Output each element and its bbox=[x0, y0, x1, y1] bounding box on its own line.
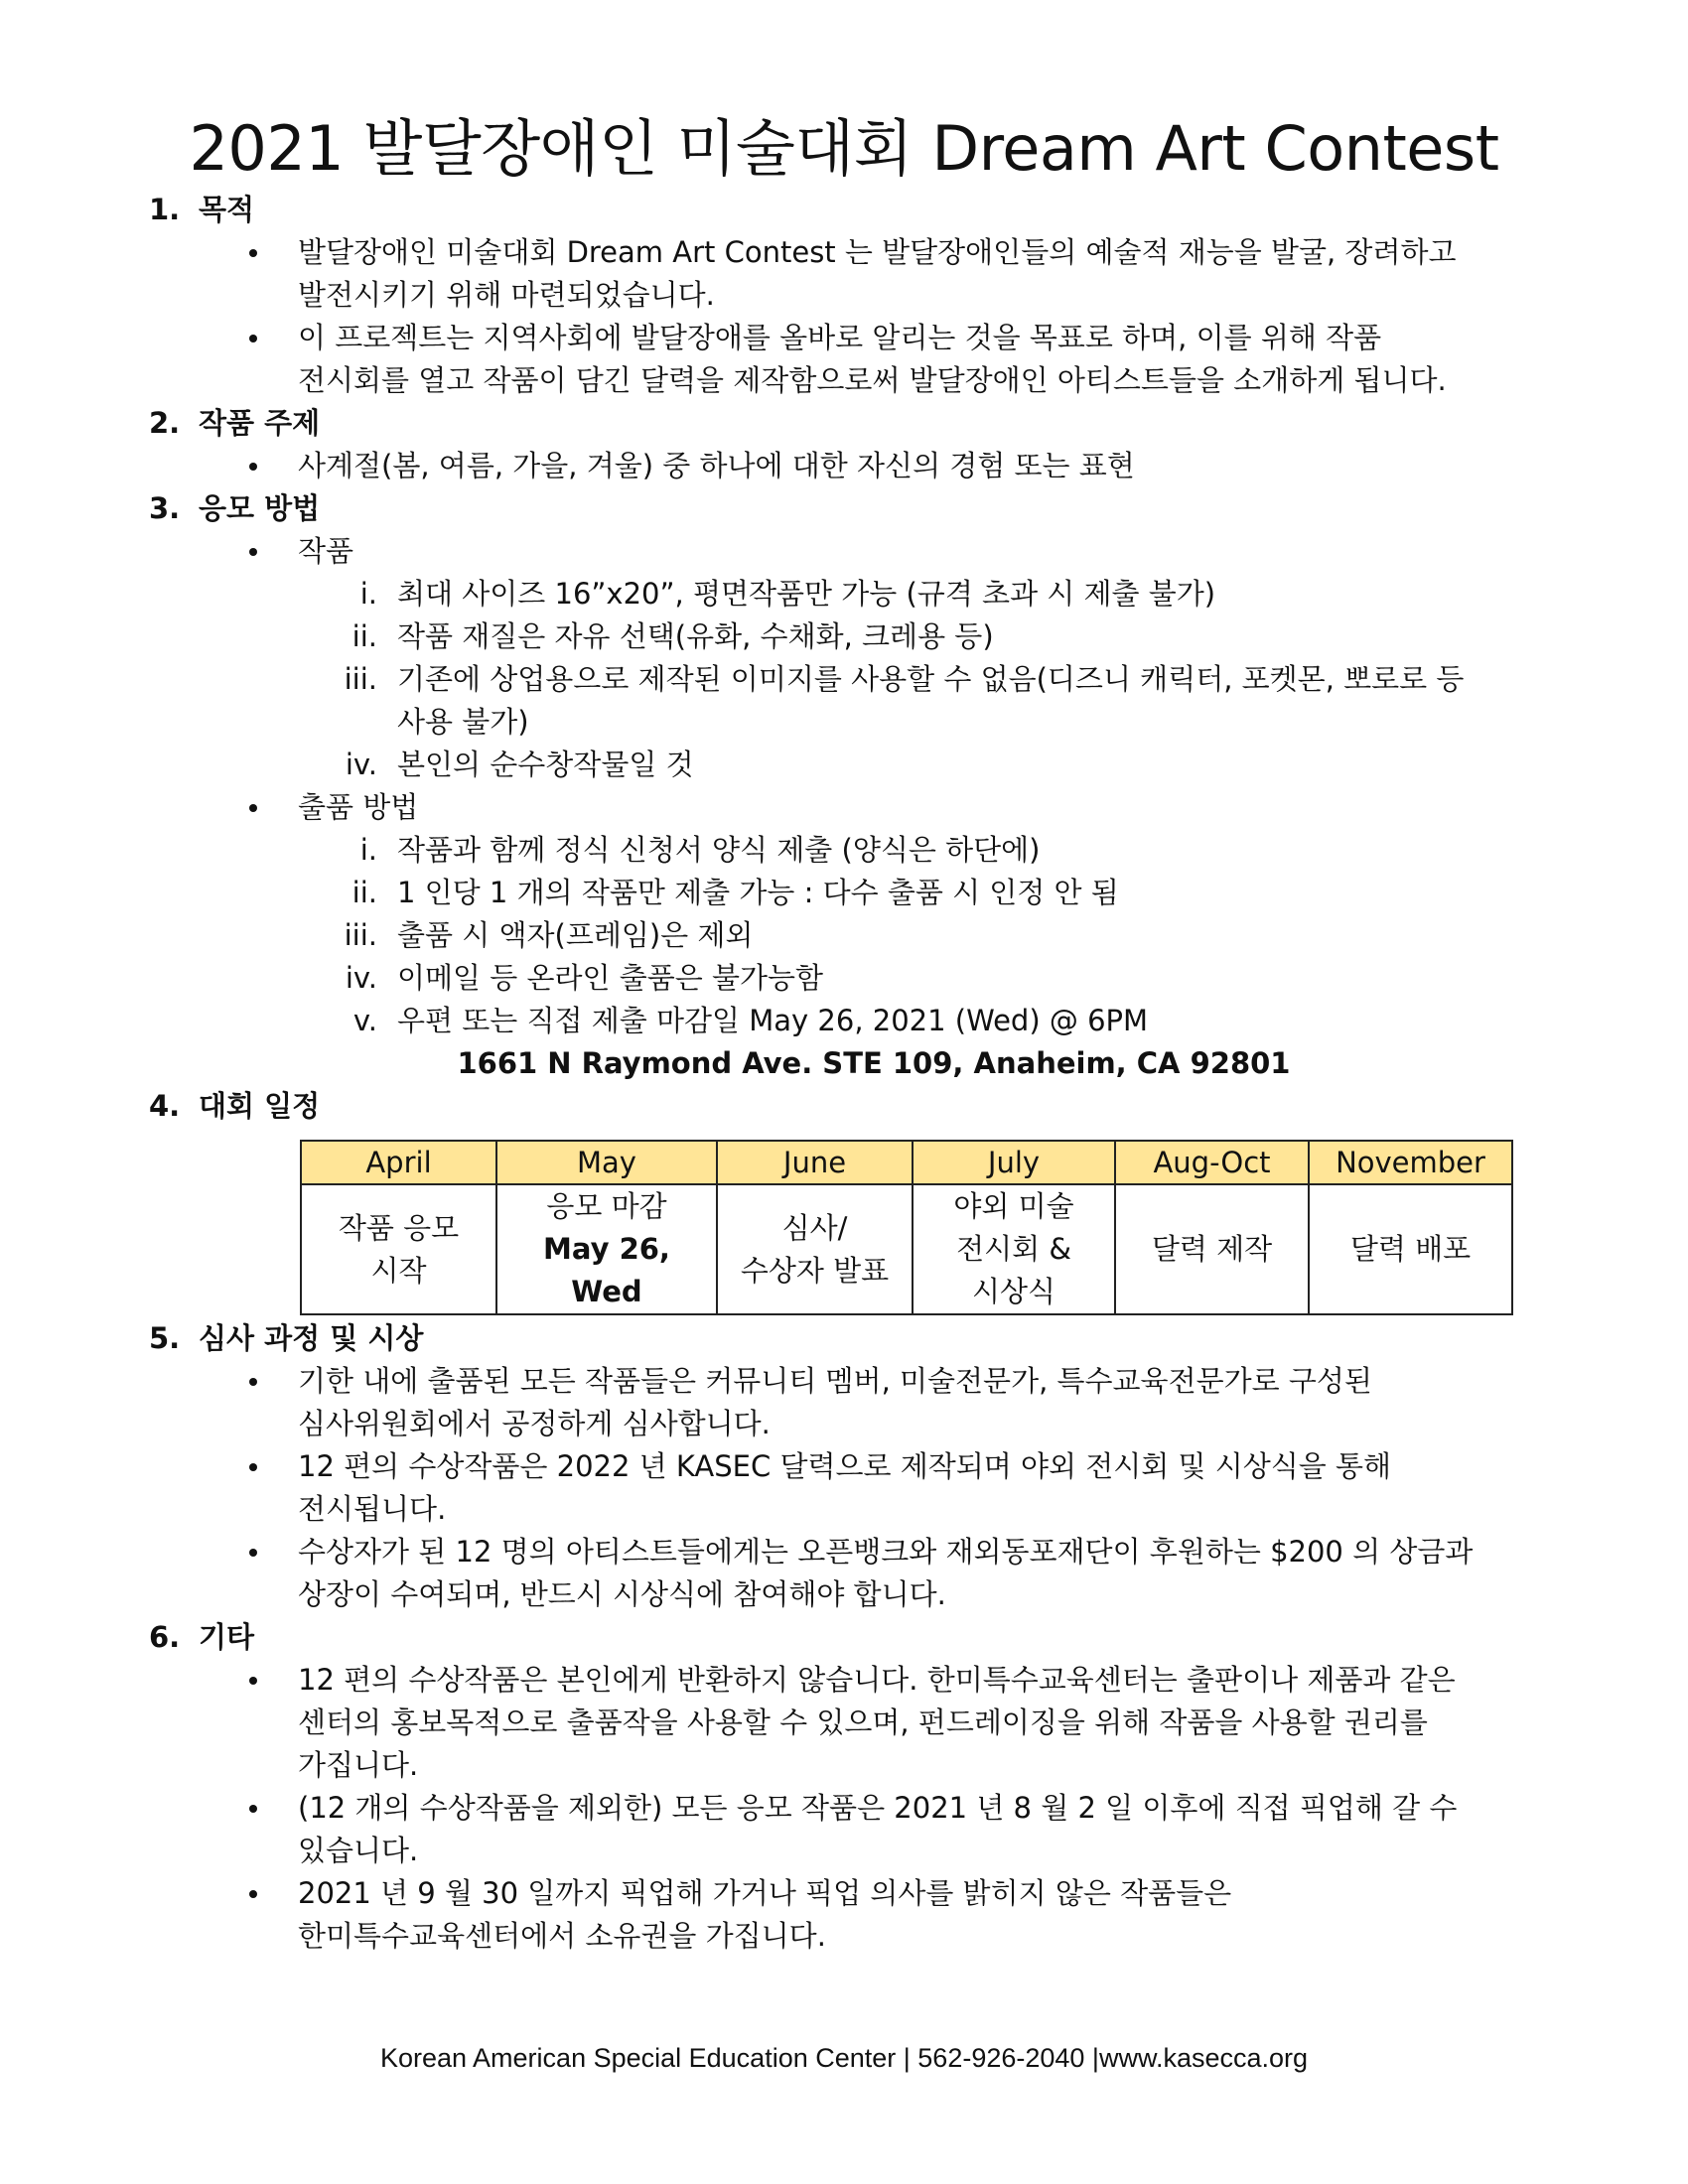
list-item: 12 편의 수상작품은 본인에게 반환하지 않습니다. 한미특수교육센터는 출판이나 제품과 같은 센터의 홍보목적으로 출품작을 사용할 수 있으며, 펀드레이징을 위해 작품을 사용할 권리를 가집니다. bbox=[149, 1659, 1559, 1787]
list-item: 출품 방법 bbox=[149, 786, 1559, 829]
schedule-event-row bbox=[301, 1184, 1512, 1314]
list-item: 수상자가 된 12 명의 아티스트들에게는 오픈뱅크와 재외동포재단이 후원하는 $200 의 상금과 상장이 수여되며, 반드시 시상식에 참여해야 합니다. bbox=[149, 1531, 1559, 1616]
list-item: 2021 년 9 월 30 일까지 픽업해 가거나 픽업 의사를 밝히지 않은 작품들은 한미특수교육센터에서 소유권을 가집니다. bbox=[149, 1872, 1559, 1958]
apply-list bbox=[149, 530, 1559, 573]
page-title: 2021 발달장애인 미술대회 Dream Art Contest bbox=[189, 112, 1499, 185]
other-list bbox=[149, 1659, 1559, 1958]
list-item: i. 작품과 함께 정식 신청서 양식 제출 (양식은 하단에) bbox=[359, 833, 1041, 867]
list-item: (12 개의 수상작품을 제외한) 모든 응모 작품은 2021 년 8 월 2 일 이후에 직접 픽업해 갈 수 있습니다. bbox=[149, 1787, 1559, 1872]
schedule-cell: 달력 배포 bbox=[1309, 1184, 1512, 1314]
artwork-requirements-list bbox=[149, 573, 1559, 786]
schedule-table bbox=[300, 1140, 1513, 1315]
section-heading-schedule: 4. 대회 일정 bbox=[149, 1089, 321, 1123]
month-header: June bbox=[717, 1141, 913, 1184]
list-item: 12 편의 수상작품은 2022 년 KASEC 달력으로 제작되며 야외 전시회 및 시상식을 통해 전시됩니다. bbox=[149, 1445, 1559, 1531]
list-item: 기한 내에 출품된 모든 작품들은 커뮤니티 멤버, 미술전문가, 특수교육전문가로 구성된 심사위원회에서 공정하게 심사합니다. bbox=[149, 1360, 1559, 1445]
month-header: July bbox=[913, 1141, 1115, 1184]
section-heading-theme: 2. 작품 주제 bbox=[149, 406, 321, 440]
list-item: 사계절(봄, 여름, 가을, 겨울) 중 하나에 대한 자신의 경험 또는 표현 bbox=[149, 445, 1559, 487]
list-item: iv. 이메일 등 온라인 출품은 불가능함 bbox=[345, 961, 824, 995]
schedule-cell: 작품 응모 시작 bbox=[301, 1184, 496, 1314]
list-item: ii. 작품 재질은 자유 선택(유화, 수채화, 크레용 등) bbox=[352, 619, 994, 653]
list-item: iv. 본인의 순수창작물일 것 bbox=[345, 748, 694, 781]
purpose-list bbox=[149, 231, 1559, 402]
submission-list-heading bbox=[149, 786, 1559, 829]
month-header: Aug-Oct bbox=[1115, 1141, 1309, 1184]
schedule-header-row bbox=[301, 1141, 1512, 1184]
month-header: May bbox=[496, 1141, 717, 1184]
section-heading-how-to-apply: 3. 응모 방법 bbox=[149, 491, 321, 525]
section-heading-purpose: 1. 목적 bbox=[149, 193, 255, 226]
mailing-address: 1661 N Raymond Ave. STE 109, Anaheim, CA 92801 bbox=[457, 1046, 1291, 1080]
section-heading-judging: 5. 심사 과정 및 시상 bbox=[149, 1321, 424, 1355]
section-heading-other: 6. 기타 bbox=[149, 1620, 255, 1654]
page-footer: Korean American Special Education Center | 562-926-2040 |www.kasecca.org bbox=[379, 2043, 1309, 2073]
schedule-cell: 달력 제작 bbox=[1115, 1184, 1309, 1314]
schedule-cell: 심사/ 수상자 발표 bbox=[717, 1184, 913, 1314]
schedule-cell: 야외 미술 전시회 & 시상식 bbox=[913, 1184, 1115, 1314]
list-item: 작품 bbox=[149, 530, 1559, 573]
list-item: iii. 출품 시 액자(프레임)은 제외 bbox=[344, 918, 754, 952]
judging-list bbox=[149, 1360, 1559, 1616]
list-item: v. 우편 또는 직접 제출 마감일 May 26, 2021 (Wed) @ 6PM bbox=[352, 1004, 1149, 1037]
document-body bbox=[149, 189, 1559, 1958]
list-item: i. 최대 사이즈 16”x20”, 평면작품만 가능 (규격 초과 시 제출 불가) bbox=[359, 577, 1216, 611]
list-item: iii. 기존에 상업용으로 제작된 이미지를 사용할 수 없음(디즈니 캐릭터, 포켓몬, 뽀로로 등 사용 불가) bbox=[344, 662, 1465, 739]
list-item: 발달장애인 미술대회 Dream Art Contest 는 발달장애인들의 예술적 재능을 발굴, 장려하고 발전시키기 위해 마련되었습니다. bbox=[149, 231, 1559, 317]
theme-list bbox=[149, 445, 1559, 487]
month-header: April bbox=[301, 1141, 496, 1184]
month-header: November bbox=[1309, 1141, 1512, 1184]
submission-method-list bbox=[149, 829, 1559, 1042]
schedule-cell: 응모 마감 May 26, Wed bbox=[496, 1184, 717, 1314]
list-item: 이 프로젝트는 지역사회에 발달장애를 올바로 알리는 것을 목표로 하며, 이를 위해 작품 전시회를 열고 작품이 담긴 달력을 제작함으로써 발달장애인 아티스트들을 소개하게 됩니다. bbox=[149, 317, 1559, 402]
list-item: ii. 1 인당 1 개의 작품만 제출 가능 : 다수 출품 시 인정 안 됨 bbox=[352, 876, 1119, 909]
